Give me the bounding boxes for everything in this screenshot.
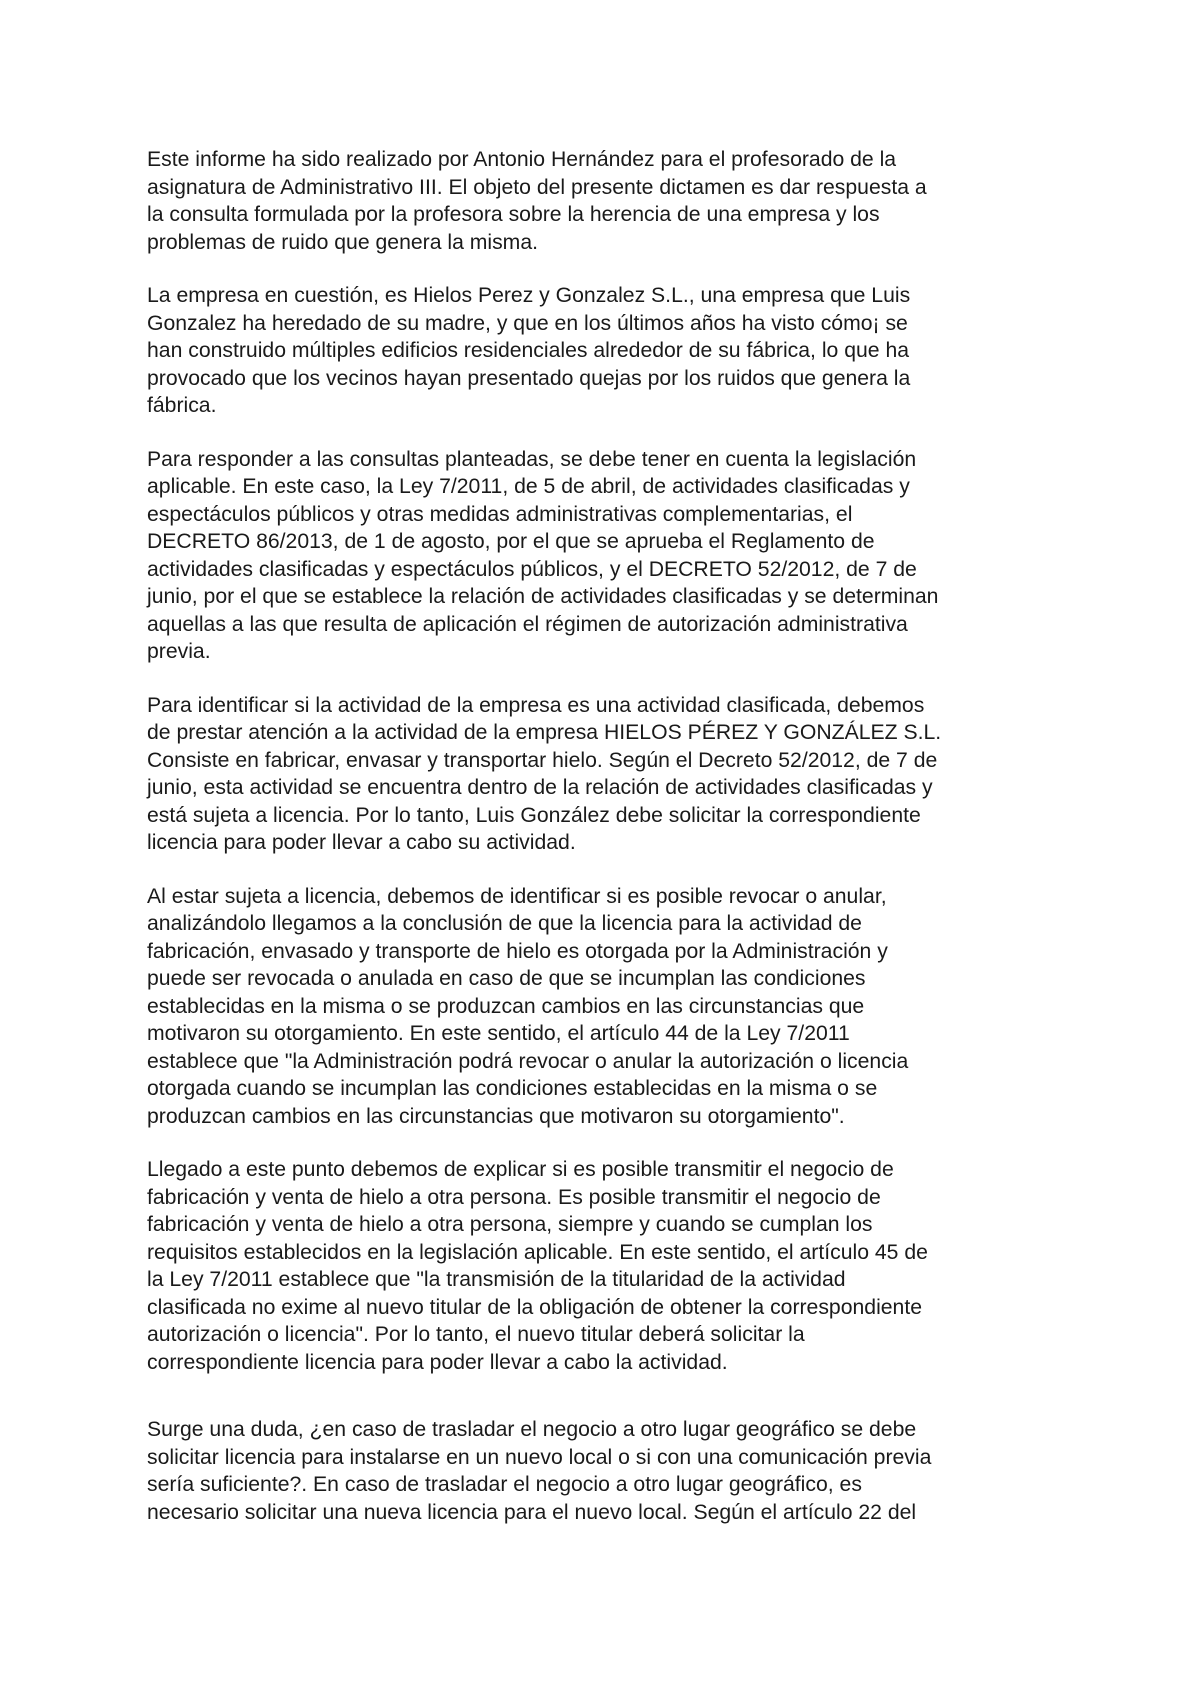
paragraph-classified-activity: Para identificar si la actividad de la empresa es una actividad clasificada, debemos de prestar atención a la actividad de la empresa HIELOS PÉREZ Y GONZÁLEZ S.L. Consiste en fabricar, envasar y transportar hielo. Según el Decreto 52/2012, de 7 de junio, esta actividad se encuentra dentro de la relación de actividades clasificadas y está sujeta a licencia. Por lo tanto, Luis González debe solicitar la correspondiente licencia para poder llevar a cabo su actividad. bbox=[147, 693, 942, 854]
paragraph-business-transfer: Llegado a este punto debemos de explicar si es posible transmitir el negocio de fabricación y venta de hielo a otra persona. Es posible transmitir el negocio de fabricación y venta de hielo a otra persona, siempre y cuando se cumplan los requisitos establecidos en la legislación aplicable. En este sentido, el artículo 45 de la Ley 7/2011 establece que "la transmisión de la titularidad de la actividad clasificada no exime al nuevo titular de la obligación de obtener la correspondiente autorización o licencia". Por lo tanto, el nuevo titular deberá solicitar la correspondiente licencia para poder llevar a cabo la actividad. bbox=[147, 1158, 928, 1374]
paragraph-license-revocation: Al estar sujeta a licencia, debemos de identificar si es posible revocar o anular, analizándolo llegamos a la conclusión de que la licencia para la actividad de fabricación, envasado y transporte de hielo es otorgada por la Administración y puede ser revocada o anulada en caso de que se incumplan las condiciones establecidas en la misma o se produzcan cambios en las circunstancias que motivaron su otorgamiento. En este sentido, el artículo 44 de la Ley 7/2011 establece que "la Administración podrá revocar o anular la autorización o licencia otorgada cuando se incumplan las condiciones establecidas en la misma o se produzcan cambios en las circunstancias que motivaron su otorgamiento". bbox=[147, 884, 909, 1128]
document-body bbox=[147, 146, 1067, 1526]
paragraph-intro: Este informe ha sido realizado por Antonio Hernández para el profesorado de la asignatura de Administrativo III. El objeto del presente dictamen es dar respuesta a la consulta formulada por la profesora sobre la herencia de una empresa y los problemas de ruido que genera la misma. bbox=[147, 148, 927, 254]
paragraph-relocation: Surge una duda, ¿en caso de trasladar el negocio a otro lugar geográfico se debe solicitar licencia para instalarse en un nuevo local o si con una comunicación previa sería suficiente?. En caso de trasladar el negocio a otro lugar geográfico, es necesario solicitar una nueva licencia para el nuevo local. Según el artículo 22 del bbox=[147, 1418, 932, 1524]
paragraph-company: La empresa en cuestión, es Hielos Perez y Gonzalez S.L., una empresa que Luis Gonzalez ha heredado de su madre, y que en los últimos años ha visto cómo¡ se han construido múltiples edificios residenciales alrededor de su fábrica, lo que ha provocado que los vecinos hayan presentado quejas por los ruidos que genera la fábrica. bbox=[147, 284, 911, 417]
paragraph-legislation: Para responder a las consultas planteadas, se debe tener en cuenta la legislación aplicable. En este caso, la Ley 7/2011, de 5 de abril, de actividades clasificadas y espectáculos públicos y otras medidas administrativas complementarias, el DECRETO 86/2013, de 1 de agosto, por el que se aprueba el Reglamento de actividades clasificadas y espectáculos públicos, y el DECRETO 52/2012, de 7 de junio, por el que se establece la relación de actividades clasificadas y se determinan aquellas a las que resulta de aplicación el régimen de autorización administrativa previa. bbox=[147, 447, 939, 663]
